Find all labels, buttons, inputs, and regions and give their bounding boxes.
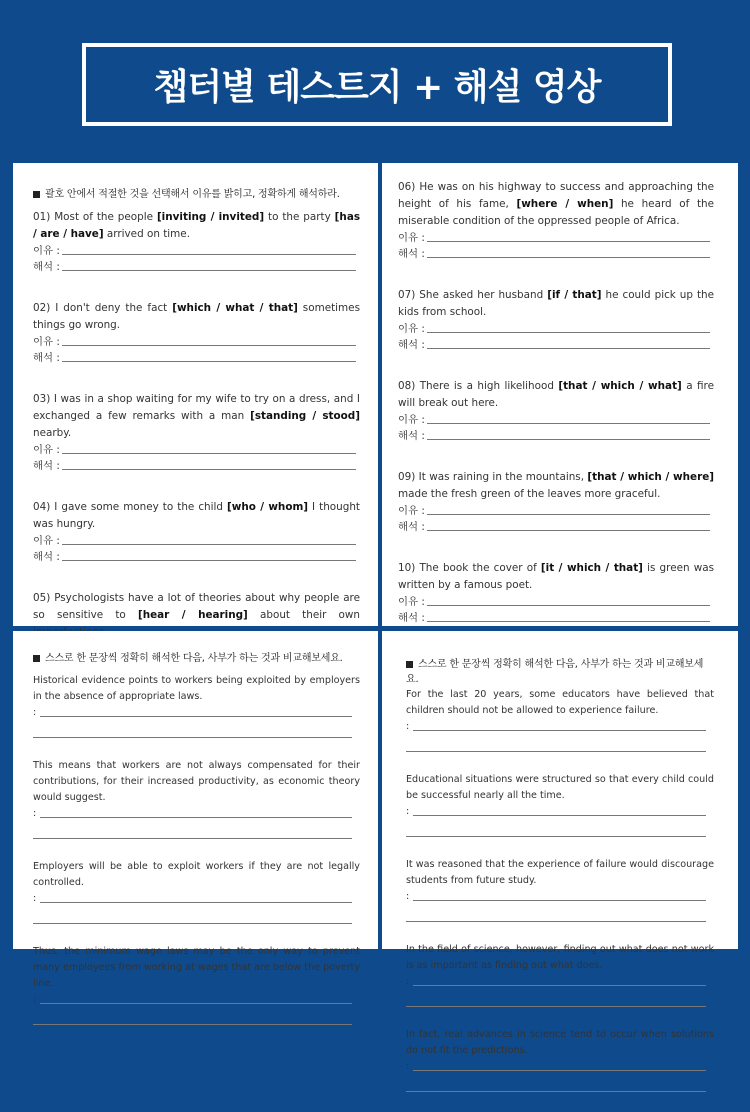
answer-line[interactable] — [406, 990, 706, 1007]
question-number: 05) — [33, 592, 51, 604]
reason-field[interactable] — [398, 230, 714, 246]
colon-label: : — [33, 893, 37, 904]
question-part: I thought was hungry. — [33, 501, 360, 530]
spacer — [406, 1013, 714, 1027]
translation-field[interactable] — [33, 891, 360, 907]
answer-line[interactable] — [406, 1075, 706, 1092]
practice-panel-1 — [13, 631, 378, 1005]
translation-label: 해석 : — [398, 339, 425, 351]
answer-line[interactable] — [62, 269, 356, 271]
answer-line[interactable] — [413, 814, 706, 816]
instruction: 스스로 한 문장씩 정확히 해석한 다음, 사부가 하는 것과 비교해보세요. — [33, 649, 360, 664]
spacer — [398, 353, 714, 378]
translation-field[interactable] — [33, 992, 360, 1008]
translation-label: 해석 : — [398, 612, 425, 624]
question-part: I was in a shop waiting for my wife to try on a dress, and I exchanged a few remarks with a man — [33, 393, 360, 422]
colon-label: : — [406, 976, 410, 987]
square-bullet-icon — [33, 191, 40, 198]
question-part: sometimes things go wrong. — [33, 302, 360, 331]
title-banner — [82, 43, 672, 126]
sentence-text: This means that workers are not always compensated for their contributions, for their increased productivity, as economic theory would suggest. — [33, 760, 360, 803]
sentence-block — [406, 857, 714, 922]
question-number: 08) — [398, 380, 416, 392]
answer-line[interactable] — [427, 240, 710, 242]
banner-title: 챕터별 테스트지 + 해설 영상 — [153, 67, 601, 108]
question-part: to the party — [264, 211, 335, 223]
answer-line[interactable] — [427, 422, 710, 424]
reason-field[interactable] — [398, 594, 714, 610]
answer-choices: [which / what / that] — [172, 302, 298, 314]
sentence-block — [406, 1027, 714, 1092]
answer-line[interactable] — [62, 253, 356, 255]
reason-label: 이유 : — [398, 414, 425, 426]
practice-panel-2 — [382, 631, 738, 1072]
sentence-text: For the last 20 years, some educators have believed that children should not be allowed to experience failure. — [406, 689, 714, 716]
sentence-text: In the field of science, however, finding out what does not work is as important as finding out what does. — [406, 944, 714, 971]
instruction: 괄호 안에서 적절한 것을 선택해서 이유를 밝히고, 정확하게 해석하라. — [33, 185, 360, 200]
question-text — [398, 378, 714, 412]
question-number: 04) — [33, 501, 51, 513]
answer-line[interactable] — [62, 344, 356, 346]
answer-line[interactable] — [62, 452, 356, 454]
answer-line[interactable] — [62, 468, 356, 470]
answer-choices: [that / which / what] — [558, 380, 682, 392]
spacer — [398, 444, 714, 469]
reason-label: 이유 : — [33, 245, 60, 257]
square-bullet-icon — [33, 655, 40, 662]
translation-field[interactable] — [398, 428, 714, 444]
colon-label: : — [33, 707, 37, 718]
answer-choices: [it / which / that] — [540, 562, 643, 574]
question-part: Psychologists have a lot of theories about why people are so sensitive to — [33, 592, 360, 621]
question-block — [398, 469, 714, 535]
question-block — [398, 560, 714, 626]
sentence-block — [33, 859, 360, 924]
question-number: 07) — [398, 289, 416, 301]
answer-line[interactable] — [406, 905, 706, 922]
answer-line[interactable] — [427, 620, 710, 622]
answer-line[interactable] — [40, 901, 352, 903]
answer-line[interactable] — [427, 513, 710, 515]
answer-line[interactable] — [427, 347, 710, 349]
spacer — [406, 1098, 714, 1112]
reason-label: 이유 : — [33, 444, 60, 456]
answer-line[interactable] — [413, 984, 706, 986]
translation-field[interactable] — [406, 804, 714, 820]
answer-line[interactable] — [33, 907, 352, 924]
translation-label: 해석 : — [398, 430, 425, 442]
spacer — [33, 1031, 360, 1045]
answer-line[interactable] — [33, 721, 352, 738]
answer-line[interactable] — [40, 1002, 352, 1004]
colon-label: : — [406, 806, 410, 817]
square-bullet-icon — [406, 661, 413, 668]
translation-field[interactable] — [33, 705, 360, 721]
reason-field[interactable] — [33, 442, 360, 458]
test-panel-1 — [13, 163, 378, 626]
spacer — [406, 758, 714, 772]
answer-line[interactable] — [413, 899, 706, 901]
question-number: 01) — [33, 211, 51, 223]
spacer — [33, 930, 360, 944]
instruction: 스스로 한 문장씩 정확히 해석한 다음, 사부가 하는 것과 비교해보세요. — [406, 659, 704, 685]
translation-field[interactable] — [406, 1059, 714, 1075]
question-text — [398, 469, 714, 503]
answer-choices: [where / when] — [516, 198, 614, 210]
answer-line[interactable] — [427, 331, 710, 333]
answer-line[interactable] — [40, 816, 352, 818]
sentence-block — [33, 944, 360, 1025]
question-part: is green was written by a famous poet. — [398, 562, 715, 591]
question-part: Most of the people — [54, 211, 157, 223]
question-part: I don't deny the fact — [55, 302, 173, 314]
translation-field[interactable] — [406, 889, 714, 905]
spacer — [33, 275, 360, 300]
question-text — [33, 391, 360, 442]
translation-label: 해석 : — [398, 248, 425, 260]
question-block — [33, 209, 360, 275]
answer-line[interactable] — [406, 820, 706, 837]
question-text — [398, 287, 714, 321]
answer-line[interactable] — [413, 729, 706, 731]
colon-label: : — [406, 891, 410, 902]
reason-field[interactable] — [33, 334, 360, 350]
answer-line[interactable] — [427, 438, 710, 440]
translation-field[interactable] — [33, 259, 360, 275]
question-block — [33, 391, 360, 474]
question-part: There is a high likelihood — [419, 380, 559, 392]
answer-choices: [who / whom] — [227, 501, 309, 513]
answer-choices: [standing / stood] — [250, 410, 360, 422]
translation-field[interactable] — [398, 246, 714, 262]
colon-label: : — [33, 808, 37, 819]
spacer — [398, 535, 714, 560]
translation-field[interactable] — [33, 458, 360, 474]
question-part: The book the cover of — [419, 562, 541, 574]
question-part: He was on his highway to success and approaching the height of his fame, — [398, 181, 714, 210]
answer-line[interactable] — [62, 543, 356, 545]
translation-field[interactable] — [406, 974, 714, 990]
answer-choices: [if / that] — [547, 289, 602, 301]
sentence-block — [33, 758, 360, 839]
answer-choices: [has / are / have] — [33, 211, 361, 240]
sentence-text: Thus, the minimum wage laws may be the only way to prevent many employees from working at wages that are below the poverty line. — [33, 946, 360, 989]
question-number: 09) — [398, 471, 416, 483]
question-part: nearby. — [33, 427, 72, 439]
translation-label: 해석 : — [33, 460, 60, 472]
reason-field[interactable] — [398, 321, 714, 337]
test-panel-2 — [382, 163, 738, 626]
answer-line[interactable] — [427, 604, 710, 606]
sentence-block — [33, 673, 360, 738]
sentence-text: It was reasoned that the experience of failure would discourage students from future study. — [406, 859, 714, 886]
reason-field[interactable] — [398, 503, 714, 519]
question-block — [33, 300, 360, 366]
question-part: he could pick up the kids from school. — [398, 289, 715, 318]
answer-line[interactable] — [33, 822, 352, 839]
colon-label: : — [406, 1061, 410, 1072]
answer-choices: [that / which / where] — [587, 471, 714, 483]
translation-label: 해석 : — [33, 551, 60, 563]
sentence-block — [406, 687, 714, 752]
reason-field[interactable] — [33, 533, 360, 549]
question-number: 02) — [33, 302, 51, 314]
answer-line[interactable] — [413, 1069, 706, 1071]
sentence-block — [406, 772, 714, 837]
question-part: about their own — [259, 609, 360, 621]
answer-choices: [hear / hearing] — [137, 609, 248, 621]
question-text — [33, 209, 360, 243]
answer-line[interactable] — [406, 735, 706, 752]
translation-field[interactable] — [398, 337, 714, 353]
question-text — [398, 179, 714, 230]
reason-field[interactable] — [33, 243, 360, 259]
translation-label: 해석 : — [398, 521, 425, 533]
sentence-block — [406, 942, 714, 1007]
translation-field[interactable] — [406, 719, 714, 735]
reason-label: 이유 : — [33, 336, 60, 348]
spacer — [33, 366, 360, 391]
question-part: made the fresh green of the leaves more graceful. — [398, 488, 661, 500]
reason-label: 이유 : — [398, 232, 425, 244]
sentence-text: Employers will be able to exploit workers if they are not legally controlled. — [33, 861, 360, 888]
translation-field[interactable] — [398, 610, 714, 626]
answer-line[interactable] — [33, 1008, 352, 1025]
reason-label: 이유 : — [33, 535, 60, 547]
question-block — [398, 287, 714, 353]
sentence-text: Historical evidence points to workers being exploited by employers in the absence of appropriate laws. — [33, 675, 360, 702]
reason-label: 이유 : — [398, 323, 425, 335]
question-part: he heard of the miserable condition of the oppressed people of Africa. — [398, 198, 714, 227]
colon-label: : — [33, 994, 37, 1005]
translation-label: 해석 : — [33, 261, 60, 273]
translation-field[interactable] — [33, 806, 360, 822]
translation-field[interactable] — [398, 519, 714, 535]
answer-line[interactable] — [40, 715, 352, 717]
reason-label: 이유 : — [398, 596, 425, 608]
question-block — [33, 499, 360, 565]
answer-line[interactable] — [62, 360, 356, 362]
reason-label: 이유 : — [398, 505, 425, 517]
question-part: arrived on time. — [103, 228, 190, 240]
spacer — [398, 262, 714, 287]
question-text — [33, 300, 360, 334]
spacer — [33, 474, 360, 499]
answer-line[interactable] — [62, 559, 356, 561]
translation-label: 해석 : — [33, 352, 60, 364]
question-part: I gave some money to the child — [54, 501, 227, 513]
reason-field[interactable] — [398, 412, 714, 428]
sentence-text: In fact, real advances in science tend to occur when solutions do not fit the predictions. — [406, 1029, 714, 1056]
sentence-text: Educational situations were structured so that every child could be successful nearly all the time. — [406, 774, 714, 801]
question-text — [398, 560, 714, 594]
question-number: 10) — [398, 562, 416, 574]
answer-line[interactable] — [427, 256, 710, 258]
question-part: It was raining in the mountains, — [418, 471, 588, 483]
spacer — [406, 928, 714, 942]
question-text — [33, 499, 360, 533]
colon-label: : — [406, 721, 410, 732]
translation-field[interactable] — [33, 350, 360, 366]
question-block — [398, 378, 714, 444]
spacer — [33, 845, 360, 859]
answer-choices: [inviting / invited] — [156, 211, 265, 223]
translation-field[interactable] — [33, 549, 360, 565]
spacer — [406, 843, 714, 857]
question-block — [398, 179, 714, 262]
question-part: She asked her husband — [419, 289, 548, 301]
question-number: 06) — [398, 181, 416, 193]
question-number: 03) — [33, 393, 51, 405]
spacer — [33, 565, 360, 590]
spacer — [33, 744, 360, 758]
question-part: a fire will break out here. — [398, 380, 714, 409]
answer-line[interactable] — [427, 529, 710, 531]
